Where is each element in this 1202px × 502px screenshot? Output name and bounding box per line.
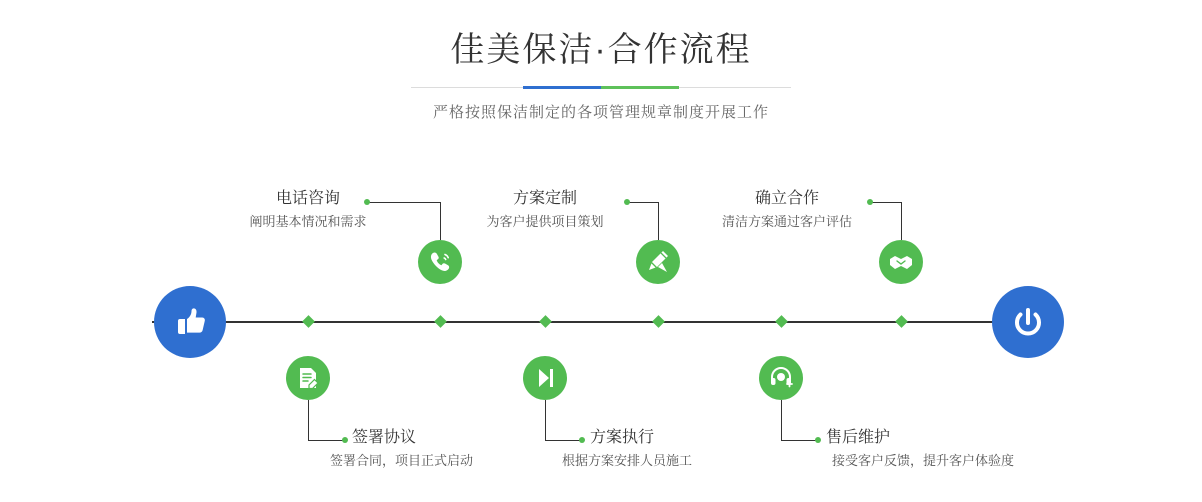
- divider-accent-blue: [523, 86, 601, 89]
- step-icon-6: [759, 356, 803, 400]
- connector-4-horizontal: [545, 440, 581, 441]
- page-title: 佳美保洁·合作流程: [450, 31, 752, 69]
- step-title-3: 方案定制: [512, 190, 577, 207]
- step-label-4: [562, 427, 770, 471]
- thumbs-up-icon: [170, 302, 210, 342]
- step-label-2: [330, 427, 532, 471]
- connector-3-horizontal: [628, 202, 658, 203]
- timeline-axis: [152, 321, 1052, 323]
- phone-ring-icon: [427, 249, 453, 275]
- pen-ruler-icon: [645, 249, 671, 275]
- step-desc-5: 清洁方案通过客户评估: [721, 214, 852, 229]
- axis-dot-3: [652, 315, 665, 328]
- connector-dot-2: [342, 437, 348, 443]
- step-title-5: 确立合作: [754, 190, 819, 207]
- timeline-start: [154, 286, 226, 358]
- step-label-1: [248, 188, 368, 232]
- handshake-icon: [888, 249, 914, 275]
- header: [0, 28, 1202, 122]
- connector-dot-3: [624, 199, 630, 205]
- step-title-4: 方案执行: [590, 429, 655, 446]
- step-icon-4: [523, 356, 567, 400]
- step-icon-3: [636, 240, 680, 284]
- page-subtitle: 严格按照保洁制定的各项管理规章制度开展工作: [432, 104, 769, 121]
- connector-5-vertical: [901, 202, 902, 240]
- step-desc-4: 根据方案安排人员施工: [562, 453, 693, 468]
- connector-5-horizontal: [871, 202, 901, 203]
- connector-2-horizontal: [308, 440, 344, 441]
- axis-dot-4: [539, 315, 552, 328]
- connector-6-vertical: [781, 400, 782, 440]
- headset-add-icon: [768, 365, 794, 391]
- step-icon-5: [879, 240, 923, 284]
- connector-3-vertical: [658, 202, 659, 240]
- step-label-5: [708, 188, 866, 232]
- connector-1-horizontal: [368, 202, 440, 203]
- step-desc-6: 接受客户反馈，提升客户体验度: [832, 453, 1015, 468]
- step-desc-2: 签署合同，项目正式启动: [330, 453, 474, 468]
- connector-4-vertical: [545, 400, 546, 440]
- connector-6-horizontal: [781, 440, 817, 441]
- step-title-2: 签署协议: [352, 429, 417, 446]
- contract-edit-icon: [295, 365, 321, 391]
- step-icon-2: [286, 356, 330, 400]
- axis-dot-1: [434, 315, 447, 328]
- connector-1-vertical: [440, 202, 441, 240]
- power-icon: [1008, 302, 1048, 342]
- axis-dot-6: [775, 315, 788, 328]
- play-skip-icon: [532, 365, 558, 391]
- axis-dot-2: [302, 315, 315, 328]
- axis-dot-5: [895, 315, 908, 328]
- connector-dot-5: [867, 199, 873, 205]
- connector-dot-6: [815, 437, 821, 443]
- timeline-end: [992, 286, 1064, 358]
- step-label-3: [466, 188, 624, 232]
- connector-dot-4: [579, 437, 585, 443]
- step-desc-3: 为客户提供项目策划: [486, 214, 604, 229]
- step-icon-1: [418, 240, 462, 284]
- step-title-6: 售后维护: [826, 429, 891, 446]
- step-title-1: 电话咨询: [275, 190, 340, 207]
- step-desc-1: 阐明基本情况和需求: [249, 214, 367, 229]
- title-divider: [411, 86, 791, 89]
- divider-accent-green: [601, 86, 679, 89]
- connector-2-vertical: [308, 400, 309, 440]
- step-label-6: [826, 427, 1046, 471]
